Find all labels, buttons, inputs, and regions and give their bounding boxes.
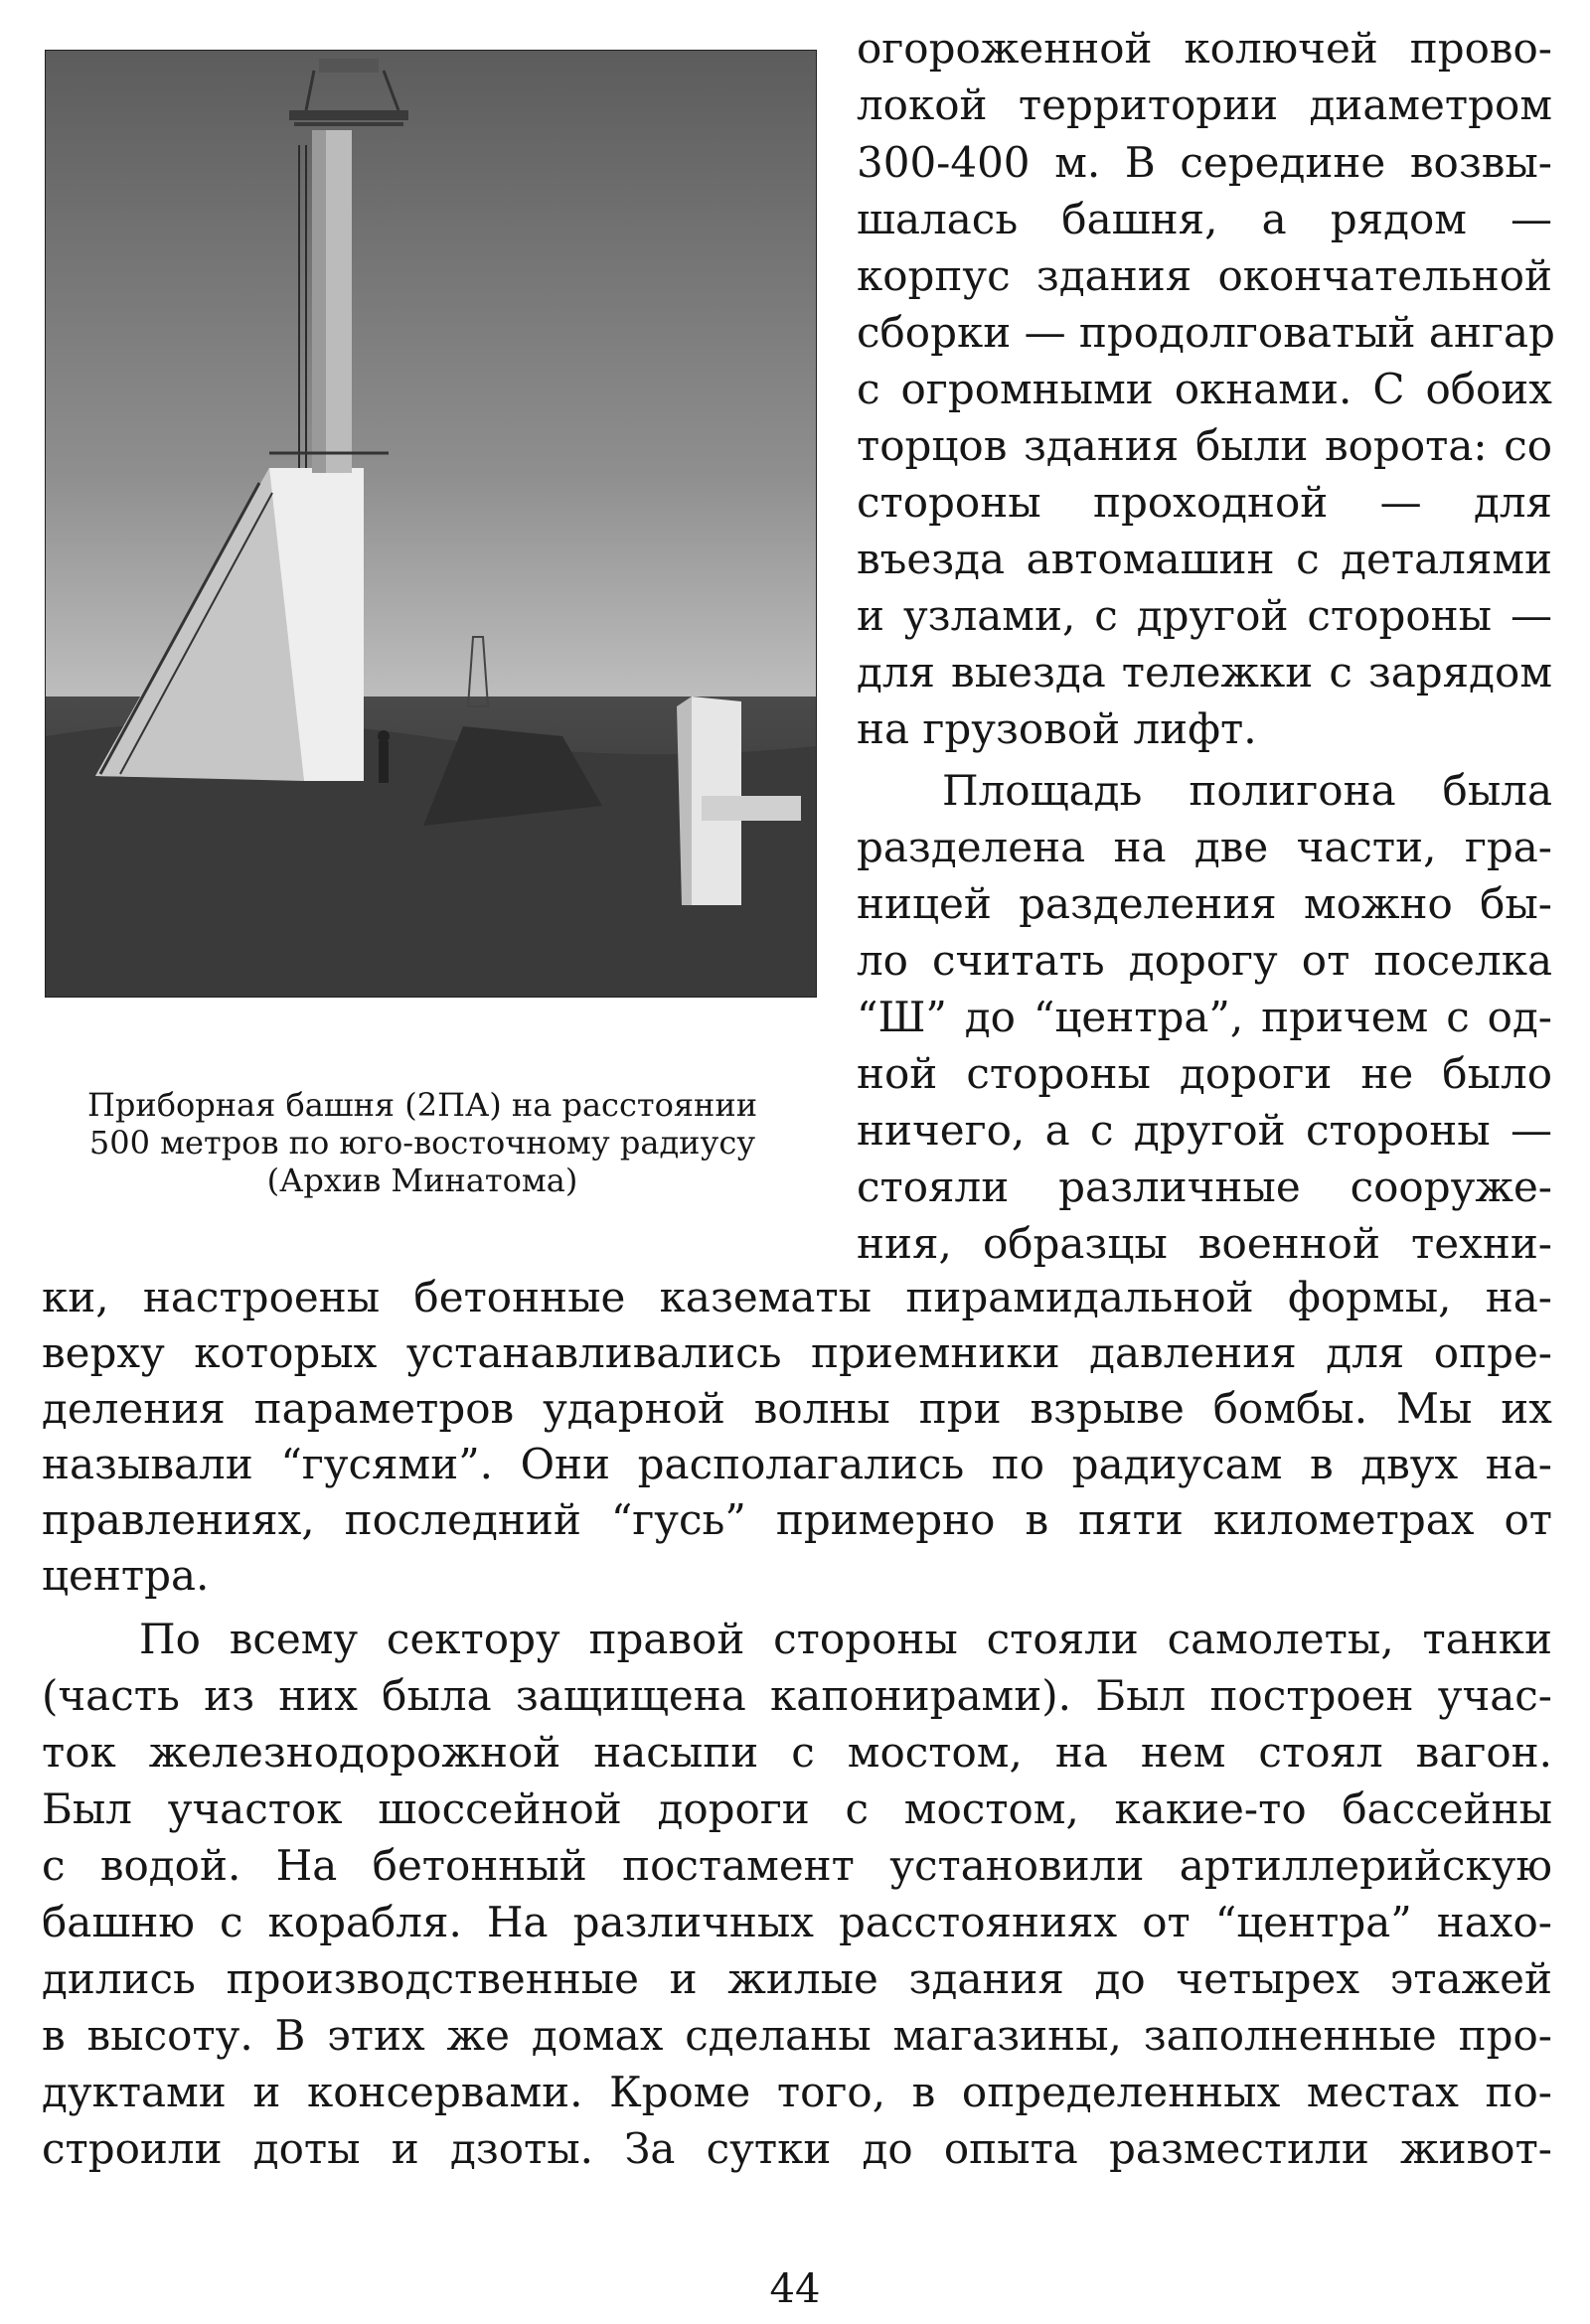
text-line: (часть из них была защищена капонирами). Был построен учас- xyxy=(42,1671,1552,1720)
text-line: торцов здания были ворота: со xyxy=(857,421,1552,470)
tower-illustration xyxy=(46,51,816,997)
text-line: ничего, а с другой стороны — xyxy=(857,1106,1552,1155)
text-line: деления параметров ударной волны при взрыве бомбы. Мы их xyxy=(42,1384,1552,1433)
text-line: ток железнодорожной насыпи с мостом, на нем стоял вагон. xyxy=(42,1728,1552,1777)
text-line: ной стороны дороги не было xyxy=(857,1049,1552,1098)
text-line: дились производственные и жилые здания до четырех этажей xyxy=(42,1954,1552,2003)
text-line: для выезда тележки с зарядом xyxy=(857,648,1552,697)
text-line: ки, настроены бетонные казематы пирамидальной формы, на- xyxy=(42,1273,1552,1321)
text-line: центра. xyxy=(42,1551,210,1600)
text-line: “Ш” до “центра”, причем с од- xyxy=(857,993,1552,1041)
text-line: шалась башня, а рядом — xyxy=(857,195,1552,243)
caption-line-1: Приборная башня (2ПА) на расстоянии xyxy=(86,1086,758,1124)
text-line: на грузовой лифт. xyxy=(857,704,1257,753)
text-line: огороженной колючей прово- xyxy=(857,24,1552,73)
text-line: Был участок шоссейной дороги с мостом, какие-то бассейны xyxy=(42,1784,1552,1833)
paragraph-start: Площадь полигона была xyxy=(942,766,1552,815)
page-number: 44 xyxy=(769,2266,821,2312)
text-line: стояли различные сооруже- xyxy=(857,1162,1552,1211)
paragraph-start: По всему сектору правой стороны стояли самолеты, танки xyxy=(139,1615,1552,1663)
tower-photo xyxy=(45,50,817,998)
text-line: локой территории диаметром xyxy=(857,80,1552,129)
text-line: и узлами, с другой стороны — xyxy=(857,591,1552,640)
text-line: корпус здания окончательной xyxy=(857,251,1552,300)
text-line: с водой. На бетонный постамент установили артиллерийскую xyxy=(42,1841,1552,1890)
text-line: ния, образцы военной техни- xyxy=(857,1219,1552,1268)
text-line: строили доты и дзоты. За сутки до опыта разместили живот- xyxy=(42,2124,1552,2173)
text-line: правлениях, последний “гусь” примерно в пяти километрах от xyxy=(42,1495,1552,1544)
text-line: стороны проходной — для xyxy=(857,478,1552,527)
text-line: въезда автомашин с деталями xyxy=(857,535,1552,583)
text-line: дуктами и консервами. Кроме того, в определенных местах по- xyxy=(42,2068,1552,2116)
text-line: разделена на две части, гра- xyxy=(857,823,1552,871)
caption-line-2: 500 метров по юго-восточному радиусу xyxy=(88,1124,756,1162)
text-line: в высоту. В этих же домах сделаны магазины, заполненные про- xyxy=(42,2011,1552,2060)
text-line: ницей разделения можно бы- xyxy=(857,879,1552,928)
text-line: сборки — продолговатый ангар xyxy=(857,308,1555,357)
caption-line-3: (Архив Минатома) xyxy=(266,1162,578,1199)
text-line: 300-400 м. В середине возвы- xyxy=(857,138,1552,187)
text-line: ло считать дорогу от поселка xyxy=(857,936,1552,985)
text-line: башню с корабля. На различных расстояниях от “центра” нахо- xyxy=(42,1898,1552,1946)
text-line: с огромными окнами. С обоих xyxy=(857,365,1552,413)
text-line: верху которых устанавливались приемники давления для опре- xyxy=(42,1328,1552,1377)
text-line: называли “гусями”. Они располагались по радиусам в двух на- xyxy=(42,1440,1552,1488)
